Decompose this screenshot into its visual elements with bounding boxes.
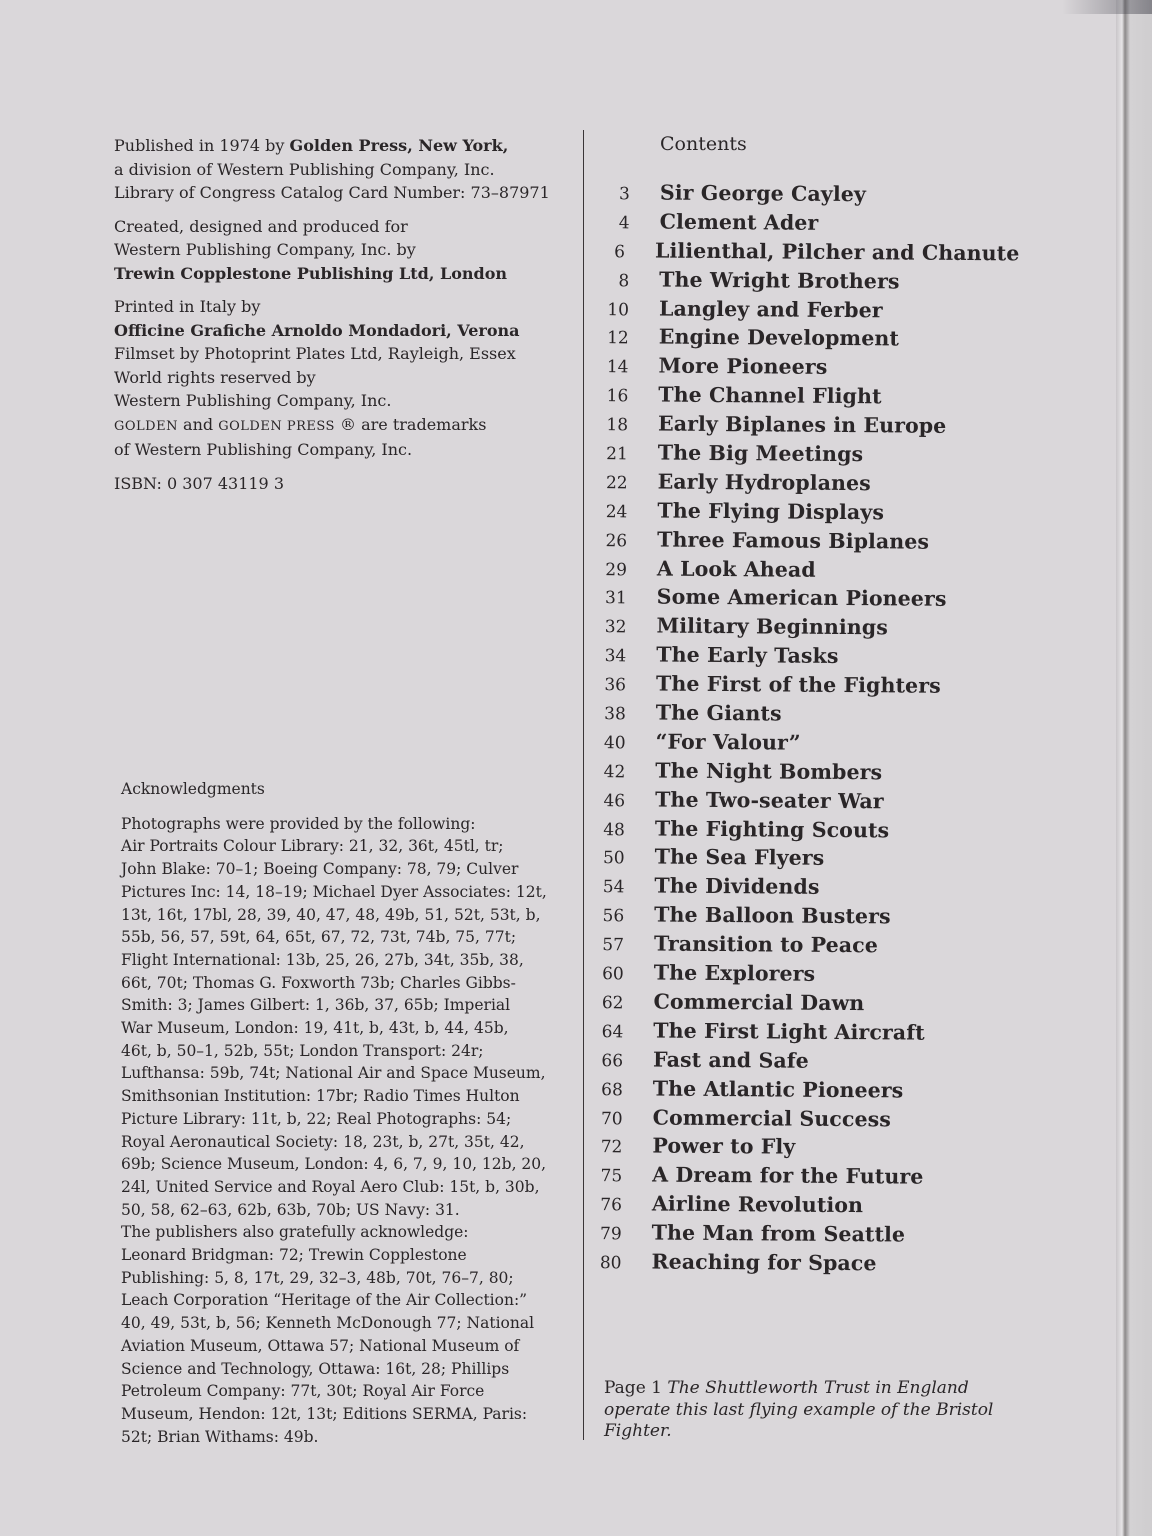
contents-chapter-title: Reaching for Space xyxy=(651,1249,877,1276)
contents-page-number: 76 xyxy=(600,1195,623,1216)
created-by: Trewin Copplestone Publishing Ltd, London xyxy=(114,263,508,283)
contents-page-number: 48 xyxy=(603,819,625,840)
contents-page-number: 66 xyxy=(601,1050,624,1072)
contents-page-number: 14 xyxy=(606,357,629,378)
trademark-golden: GOLDEN xyxy=(114,418,178,434)
contents-entry xyxy=(585,758,1015,790)
trademark-line xyxy=(114,413,564,439)
contents-chapter-title: The Man from Seattle xyxy=(651,1220,906,1247)
contents-page-number: 16 xyxy=(606,386,629,407)
contents-entry xyxy=(586,642,1016,674)
contents-chapter-title: The Sea Flyers xyxy=(654,845,825,871)
acknowledgment-line: 55b, 56, 57, 59t, 64, 65t, 67, 72, 73t, 74b, 75, 77t; xyxy=(121,928,517,947)
acknowledgment-line: Smithsonian Institution: 17br; Radio Times Hulton xyxy=(121,1087,520,1106)
contents-page-number: 68 xyxy=(601,1079,623,1100)
contents-page-number: 60 xyxy=(602,964,624,985)
contents-chapter-title: The First Light Aircraft xyxy=(653,1018,925,1045)
contents-chapter-title: “For Valour” xyxy=(655,729,801,755)
publisher-name: Golden Press, New York, xyxy=(289,136,509,155)
contents-entry xyxy=(582,1220,1012,1252)
acknowledgment-line: War Museum, London: 19, 41t, b, 43t, b, 44, 45b, xyxy=(121,1019,509,1038)
acknowledgment-line: Air Portraits Colour Library: 21, 32, 36t, 45tl, tr; xyxy=(121,837,504,856)
contents-page-number: 72 xyxy=(600,1137,623,1158)
publisher-division: a division of Western Publishing Company, Inc. xyxy=(114,159,495,179)
page-corner-shadow xyxy=(1062,0,1152,14)
contents-chapter-title: Lilienthal, Pilcher and Chanute xyxy=(654,238,1020,266)
trademark-and: and xyxy=(177,414,219,434)
contents-entry xyxy=(589,267,1019,299)
printed-block xyxy=(114,295,564,462)
acknowledgment-line: 40, 49, 53t, b, 56; Kenneth McDonough 77; National xyxy=(121,1314,535,1333)
contents-entry xyxy=(584,960,1014,992)
isbn: ISBN: 0 307 43119 3 xyxy=(114,473,284,493)
rights-line-1: World rights reserved by xyxy=(114,367,316,387)
contents-chapter-title: The Balloon Busters xyxy=(654,902,891,929)
contents-chapter-title: Langley and Ferber xyxy=(658,296,883,322)
acknowledgment-line: 24l, United Service and Royal Aero Club: 15t, b, 30b, xyxy=(121,1177,540,1196)
acknowledgment-line: Picture Library: 11t, b, 22; Real Photographs: 54; xyxy=(121,1109,512,1128)
printer-name: Officine Grafiche Arnoldo Mondadori, Verona xyxy=(114,320,520,340)
contents-entry xyxy=(587,498,1017,530)
trademark-line-2: of Western Publishing Company, Inc. xyxy=(114,440,413,459)
contents-title: Contents xyxy=(660,133,747,155)
contents-entry xyxy=(583,989,1013,1021)
contents-chapter-title: Early Biplanes in Europe xyxy=(657,411,947,438)
acknowledgments-text xyxy=(121,813,561,1449)
contents-chapter-title: The Two-seater War xyxy=(655,787,884,814)
acknowledgment-line: Science and Technology, Ottawa: 16t, 28; Phillips xyxy=(121,1359,510,1378)
contents-chapter-title: Commercial Success xyxy=(652,1105,892,1131)
created-line-2: Western Publishing Company, Inc. by xyxy=(114,240,416,259)
contents-entry xyxy=(588,440,1018,472)
caption-text-3: Fighter. xyxy=(604,1421,672,1441)
contents-entry xyxy=(583,1047,1013,1079)
contents-chapter-title: Early Hydroplanes xyxy=(657,469,871,496)
acknowledgment-line: Museum, Hendon: 12t, 13t; Editions SERMA, Paris: xyxy=(121,1404,528,1423)
publisher-block xyxy=(114,134,564,205)
contents-page-number: 26 xyxy=(605,530,628,551)
contents-page-number: 80 xyxy=(599,1253,622,1274)
acknowledgment-line: 50, 58, 62–63, 62b, 63b, 70b; US Navy: 31. xyxy=(121,1200,460,1219)
acknowledgment-line: Flight International: 13b, 25, 26, 27b, 34t, 35b, 38, xyxy=(121,950,524,969)
contents-chapter-title: Clement Ader xyxy=(659,209,819,235)
contents-list xyxy=(581,180,1020,1281)
contents-chapter-title: The Wright Brothers xyxy=(659,267,900,294)
contents-page-number: 24 xyxy=(605,501,628,523)
contents-entry xyxy=(582,1191,1012,1223)
contents-page-number: 64 xyxy=(601,1021,624,1043)
contents-chapter-title: More Pioneers xyxy=(658,353,828,380)
contents-entry xyxy=(587,527,1017,559)
acknowledgment-line: 52t; Brian Withams: 49b. xyxy=(121,1427,319,1446)
filmset-line: Filmset by Photoprint Plates Ltd, Rayleigh, Essex xyxy=(114,344,516,363)
page-edge xyxy=(1116,0,1152,1536)
contents-chapter-title: Engine Development xyxy=(658,324,900,351)
contents-entry xyxy=(590,180,1020,212)
contents-page-number: 31 xyxy=(604,588,627,609)
contents-entry xyxy=(584,902,1014,934)
contents-chapter-title: The Atlantic Pioneers xyxy=(652,1076,904,1103)
contents-chapter-title: The Early Tasks xyxy=(656,642,839,669)
contents-chapter-title: The Dividends xyxy=(654,873,820,900)
contents-page-number: 56 xyxy=(602,906,625,927)
contents-page-number: 21 xyxy=(606,444,628,465)
contents-page-number: 4 xyxy=(618,213,630,234)
contents-page-number: 62 xyxy=(601,993,624,1014)
contents-page-number: 34 xyxy=(604,646,627,667)
contents-entry xyxy=(588,353,1018,385)
isbn-block xyxy=(114,472,564,496)
acknowledgment-line: Leach Corporation “Heritage of the Air Collection:” xyxy=(121,1291,528,1310)
contents-entry xyxy=(588,411,1018,443)
contents-entry xyxy=(584,873,1014,905)
page-caption xyxy=(604,1378,1004,1443)
caption-text-2: operate this last flying example of the Bristol xyxy=(604,1399,994,1420)
contents-entry xyxy=(583,1104,1013,1136)
caption-line-1 xyxy=(604,1378,1004,1400)
acknowledgment-line: 66t, 70t; Thomas G. Foxworth 73b; Charles Gibbs- xyxy=(121,973,516,992)
acknowledgment-line: Photographs were provided by the following: xyxy=(121,814,476,833)
acknowledgment-line: Royal Aeronautical Society: 18, 23t, b, 27t, 35t, 42, xyxy=(121,1132,525,1151)
contents-page-number: 54 xyxy=(602,877,625,898)
contents-chapter-title: Three Famous Biplanes xyxy=(657,527,930,554)
contents-chapter-title: The Giants xyxy=(655,700,782,726)
acknowledgment-line: 13t, 16t, 17bl, 28, 39, 40, 47, 48, 49b, 51, 52t, 53t, b, xyxy=(121,905,541,924)
contents-page-number: 40 xyxy=(603,733,626,754)
contents-chapter-title: Some American Pioneers xyxy=(656,585,947,612)
acknowledgment-line: Lufthansa: 59b, 74t; National Air and Space Museum, xyxy=(121,1064,546,1083)
contents-entry xyxy=(585,729,1015,761)
contents-chapter-title: Airline Revolution xyxy=(651,1191,864,1218)
catalog-number: Library of Congress Catalog Card Number: 73–87971 xyxy=(114,183,550,202)
contents-page-number: 50 xyxy=(602,848,625,869)
acknowledgments xyxy=(121,778,561,1448)
acknowledgment-line: Pictures Inc: 14, 18–19; Michael Dyer Associates: 12t, xyxy=(121,882,547,901)
contents-entry xyxy=(582,1133,1012,1165)
contents-page-number: 36 xyxy=(604,675,627,696)
contents-chapter-title: The Big Meetings xyxy=(657,440,864,467)
printed-line-1: Printed in Italy by xyxy=(114,297,261,316)
contents-chapter-title: The Channel Flight xyxy=(658,382,882,409)
contents-entry xyxy=(587,584,1017,616)
contents-page-number: 57 xyxy=(602,935,625,956)
contents-entry xyxy=(582,1162,1012,1194)
contents-entry xyxy=(586,700,1016,732)
created-block xyxy=(114,215,564,286)
contents-entry xyxy=(584,931,1014,963)
created-line-1: Created, designed and produced for xyxy=(114,216,408,236)
contents-page-number: 38 xyxy=(604,704,626,725)
contents-page-number: 79 xyxy=(600,1224,622,1245)
acknowledgment-line: The publishers also gratefully acknowledge: xyxy=(121,1223,469,1242)
contents-entry xyxy=(589,296,1019,328)
contents-entry xyxy=(585,787,1015,819)
trademark-rest: ® are trademarks xyxy=(334,414,487,434)
contents-chapter-title: Fast and Safe xyxy=(653,1047,809,1073)
contents-page-number: 46 xyxy=(603,790,626,811)
contents-entry xyxy=(586,671,1016,703)
contents-page-number: 75 xyxy=(600,1166,623,1187)
acknowledgment-line: John Blake: 70–1; Boeing Company: 78, 79; Culver xyxy=(121,860,519,879)
contents-entry xyxy=(585,844,1015,876)
contents-entry xyxy=(589,324,1019,356)
contents-chapter-title: Military Beginnings xyxy=(656,613,889,640)
acknowledgment-line: Petroleum Company: 77t, 30t; Royal Air Force xyxy=(121,1382,485,1401)
contents-chapter-title: The First of the Fighters xyxy=(655,671,941,698)
contents-entry xyxy=(581,1249,1011,1281)
contents-chapter-title: A Look Ahead xyxy=(656,556,816,582)
contents-page-number: 18 xyxy=(606,415,629,436)
contents-entry xyxy=(585,816,1015,848)
contents-page-number: 10 xyxy=(607,299,630,320)
contents-chapter-title: Power to Fly xyxy=(652,1133,796,1160)
contents-chapter-title: A Dream for the Future xyxy=(652,1162,924,1189)
contents-chapter-title: Transition to Peace xyxy=(653,931,879,958)
contents-chapter-title: The Explorers xyxy=(653,960,816,986)
contents-entry xyxy=(586,613,1016,645)
contents-page-number: 42 xyxy=(603,761,626,783)
contents-page-number: 22 xyxy=(605,473,628,494)
contents-page-number: 32 xyxy=(604,617,627,638)
contents-page-number: 6 xyxy=(614,241,626,263)
publisher-line xyxy=(114,134,564,158)
trademark-golden-press: GOLDEN PRESS xyxy=(218,418,335,434)
contents-page-number: 8 xyxy=(618,270,630,291)
contents-entry xyxy=(588,382,1018,414)
acknowledgment-line: Aviation Museum, Ottawa 57; National Museum of xyxy=(121,1336,520,1355)
contents-chapter-title: Commercial Dawn xyxy=(653,989,865,1016)
rights-line-2: Western Publishing Company, Inc. xyxy=(114,391,392,410)
acknowledgments-heading: Acknowledgments xyxy=(121,780,265,798)
acknowledgment-line: 46t, b, 50–1, 52b, 55t; London Transport: 24r; xyxy=(121,1041,484,1060)
caption-label: Page 1 xyxy=(604,1378,668,1398)
acknowledgment-line: Leonard Bridgman: 72; Trewin Copplestone xyxy=(121,1246,467,1265)
publisher-prefix: Published in 1974 by xyxy=(114,136,290,155)
contents-page-number: 29 xyxy=(605,559,628,580)
contents-chapter-title: Sir George Cayley xyxy=(659,180,867,207)
contents-entry xyxy=(587,556,1017,588)
contents-page-number: 3 xyxy=(618,184,630,205)
contents-page-number: 70 xyxy=(600,1108,623,1129)
acknowledgment-line: 69b; Science Museum, London: 4, 6, 7, 9, 10, 12b, 20, xyxy=(121,1155,547,1174)
caption-text-1: The Shuttleworth Trust in England xyxy=(667,1378,969,1398)
contents-entry xyxy=(588,469,1018,501)
publishing-info xyxy=(114,134,564,505)
contents-page-number: 12 xyxy=(607,328,629,349)
contents-entry xyxy=(589,238,1019,270)
contents-entry xyxy=(583,1076,1013,1108)
contents-chapter-title: The Fighting Scouts xyxy=(654,816,890,842)
contents-chapter-title: The Flying Displays xyxy=(657,498,885,525)
contents-entry xyxy=(590,209,1020,241)
contents-chapter-title: The Night Bombers xyxy=(655,758,883,785)
acknowledgment-line: Smith: 3; James Gilbert: 1, 36b, 37, 65b; Imperial xyxy=(121,996,511,1015)
contents-entry xyxy=(583,1018,1013,1050)
acknowledgment-line: Publishing: 5, 8, 17t, 29, 32–3, 48b, 70t, 76–7, 80; xyxy=(121,1268,514,1287)
